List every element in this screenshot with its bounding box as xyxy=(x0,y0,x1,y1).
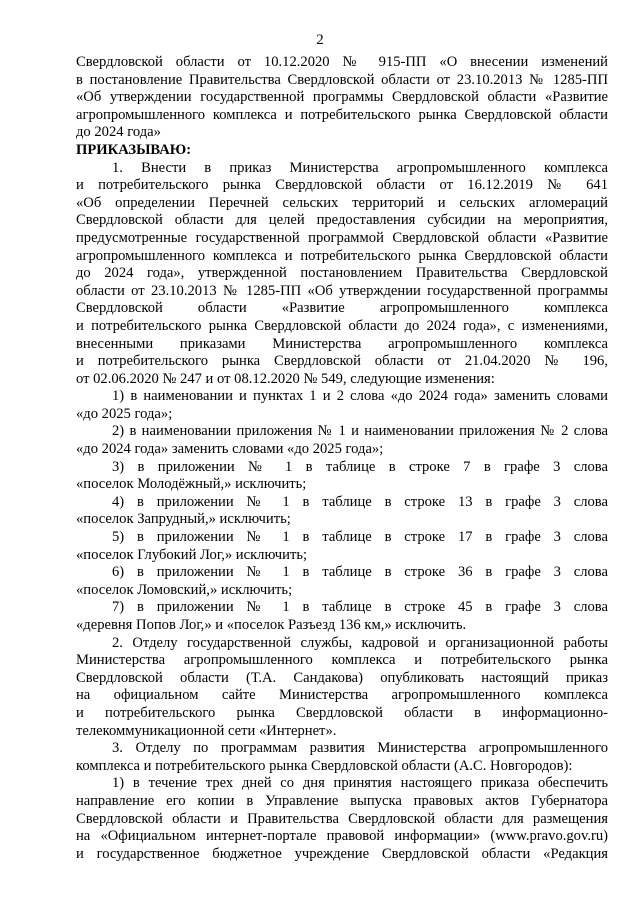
paragraph-line: от 02.06.2020 № 247 и от 08.12.2020 № 549, следующие изменения: xyxy=(76,370,495,387)
preamble-line: до 2024 года» xyxy=(76,124,161,141)
paragraph-line: предусмотренные государственной программой Свердловской области «Развитие xyxy=(76,229,608,246)
paragraph-line: до 2024 года», утвержденной постановлением Правительства Свердловской xyxy=(76,265,608,282)
paragraph-line: 2) в наименовании приложения № 1 и наименовании приложения № 2 слова xyxy=(112,423,608,440)
paragraph-line: «деревня Попов Лог,» и «поселок Разъезд 136 км,» исключить. xyxy=(76,617,467,633)
page-number: 2 xyxy=(316,32,324,48)
paragraph-line: Свердловской области «Развитие агропромышленного комплекса xyxy=(76,300,608,317)
paragraph-line: «поселок Глубокий Лог,» исключить; xyxy=(76,546,308,563)
document-body xyxy=(76,54,608,863)
paragraph-line: «поселок Молодёжный,» исключить; xyxy=(76,476,307,493)
paragraph-line: «поселок Ломовский,» исключить; xyxy=(76,581,293,598)
paragraph-line: «до 2025 года»; xyxy=(76,405,173,422)
paragraph-line: и потребительского рынка Свердловской области в информационно- xyxy=(76,704,608,721)
paragraph-line: и потребительского рынка Свердловской области от 21.04.2020 № 196, xyxy=(76,353,608,370)
paragraph-line: 2. Отделу государственной службы, кадровой и организационной работы xyxy=(112,634,608,651)
preamble xyxy=(76,54,608,142)
paragraph-line: 1. Внести в приказ Министерства агропромышленного комплекса xyxy=(112,159,608,176)
paragraph-line: 7) в приложении № 1 в таблице в строке 45 в графе 3 слова xyxy=(112,599,608,616)
paragraph-line: «Об определении Перечней сельских территорий и сельских агломераций xyxy=(76,194,608,211)
paragraph-line: 3. Отделу по программам развития Министерства агропромышленного xyxy=(112,740,608,757)
paragraph-line: Министерства агропромышленного комплекса и потребительского рынка xyxy=(76,652,608,669)
paragraph xyxy=(76,775,608,863)
paragraph xyxy=(76,459,608,494)
paragraph-line: на «Официальном интернет-портале правовой информации» (www.pravo.gov.ru) xyxy=(76,828,608,845)
paragraph-line: внесенными приказами Министерства агропромышленного комплекса xyxy=(76,335,608,352)
paragraph-line: «до 2024 года» заменить словами «до 2025 года»; xyxy=(76,441,384,458)
paragraph-line: 3) в приложении № 1 в таблице в строке 7 в графе 3 слова xyxy=(112,458,608,475)
paragraph xyxy=(76,740,608,775)
order-items xyxy=(76,160,608,864)
paragraph-line: и государственное бюджетное учреждение Свердловской области «Редакция xyxy=(76,845,608,862)
paragraph-line: 1) в наименовании и пунктах 1 и 2 слова «до 2024 года» заменить словами xyxy=(112,388,608,405)
paragraph xyxy=(76,564,608,599)
paragraph-line: на официальном сайте Министерства агропромышленного комплекса xyxy=(76,687,608,704)
paragraph-line: комплекса и потребительского рынка Свердловской области (А.С. Новгородов): xyxy=(76,757,573,774)
paragraph xyxy=(76,494,608,529)
paragraph-line: и потребительского рынка Свердловской области до 2024 года», с изменениями, xyxy=(76,317,608,334)
paragraph xyxy=(76,160,608,389)
paragraph-line: направление его копии в Управление выпуска правовых актов Губернатора xyxy=(76,792,608,809)
paragraph-line: 5) в приложении № 1 в таблице в строке 17 в графе 3 слова xyxy=(112,529,608,546)
paragraph-line: 1) в течение трех дней со дня принятия настоящего приказа обеспечить xyxy=(112,775,608,792)
paragraph-line: 4) в приложении № 1 в таблице в строке 13 в графе 3 слова xyxy=(112,493,608,510)
preamble-line: агропромышленного комплекса и потребительского рынка Свердловской области xyxy=(76,106,608,123)
preamble-line: в постановление Правительства Свердловской области от 23.10.2013 № 1285-ПП xyxy=(76,71,608,88)
paragraph-line: Свердловской области и Правительства Свердловской области для размещения xyxy=(76,810,608,827)
paragraph-line: области от 23.10.2013 № 1285-ПП «Об утверждении государственной программы xyxy=(76,282,608,299)
paragraph xyxy=(76,635,608,741)
preamble-line: «Об утверждении государственной программы Свердловской области «Развитие xyxy=(76,89,608,106)
paragraph xyxy=(76,529,608,564)
order-heading: ПРИКАЗЫВАЮ: xyxy=(76,141,192,158)
paragraph-line: 6) в приложении № 1 в таблице в строке 36 в графе 3 слова xyxy=(112,564,608,581)
paragraph-line: и потребительского рынка Свердловской области от 16.12.2019 № 641 xyxy=(76,177,608,194)
paragraph-line: «поселок Запрудный,» исключить; xyxy=(76,511,291,528)
paragraph-line: Свердловской области (Т.А. Сандакова) опубликовать настоящий приказ xyxy=(76,669,608,686)
paragraph xyxy=(76,599,608,634)
paragraph xyxy=(76,423,608,458)
paragraph xyxy=(76,388,608,423)
preamble-line: Свердловской области от 10.12.2020 № 915-ПП «О внесении изменений xyxy=(76,54,608,70)
paragraph-line: Свердловской области для целей предоставления субсидии на мероприятия, xyxy=(76,212,608,229)
paragraph-line: агропромышленного комплекса и потребительского рынка Свердловской области xyxy=(76,247,608,264)
paragraph-line: телекоммуникационной сети «Интернет». xyxy=(76,722,337,739)
